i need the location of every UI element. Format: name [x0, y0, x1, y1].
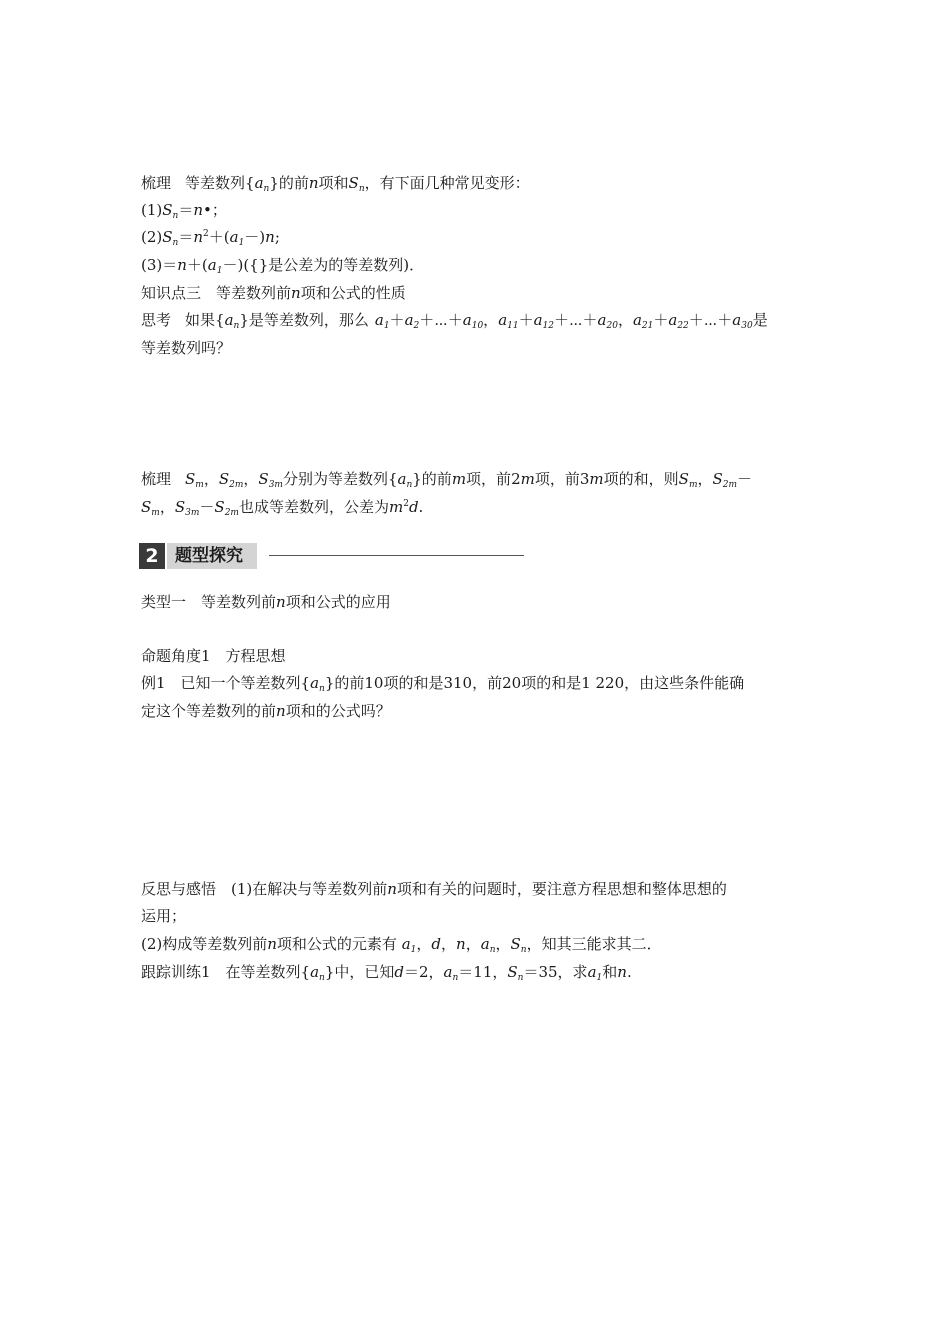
knowledge-point-3-heading: 知识点三 等差数列前n项和公式的性质	[141, 284, 406, 302]
formula-2: $(2)S_n=n^2+(a_1-)n$;	[141, 228, 280, 248]
formula-3: $(3)=n+(a_1-)(\{\}$是公差为的等差数列)．	[141, 256, 425, 276]
reflection-line-1: 反思与感悟 (1)在解决与等差数列前n项和有关的问题时，要注意方程思想和整体思想的	[141, 880, 727, 898]
formula-1: $(1)S_n=n•$；	[141, 201, 227, 221]
reflection-line-3: (2)构成等差数列前n项和公式的元素有 $a_1$，d，n，$a_n$，$S_n$，知其三能求其二．	[141, 935, 662, 955]
summary-2-line-1: 梳理 $S_m$，$S_{2m}$，$S_{3m}$分别为等差数列$\{a_n\}$的前m项，前2m项，前3m项的和，则$S_m$，$S_{2m}-$	[141, 470, 753, 490]
type-1-heading: 类型一 等差数列前n项和公式的应用	[141, 593, 391, 611]
summary-label: 梳理	[141, 174, 172, 192]
think-question-line-2: 等差数列吗？	[141, 339, 232, 357]
summary-2-line-2: $S_m$，$S_{3m}-S_{2m}$也成等差数列，公差为$m^2d$.	[141, 498, 424, 518]
example-1-line-1: 例1 已知一个等差数列$\{a_n\}$的前10项的和是310，前20项的和是1 220，由这些条件能确	[141, 674, 745, 694]
summary-1-line: 梳理 等差数列$\{a_n\}$的前n项和$S_n$，有下面几种常见变形：	[141, 174, 530, 194]
angle-1-heading: 命题角度1 方程思想	[141, 647, 286, 665]
example-1-line-2: 定这个等差数列的前n项和的公式吗？	[141, 702, 391, 720]
section-title: 题型探究	[167, 543, 257, 569]
think-question: 思考 如果$\{a_n\}$是等差数列，那么 $a_1+a_2+\cdots+a_{10}$，$a_{11}+a_{12}+\cdots+a_{20}$，$a_{21}+a_{22}+\cdots+a_{30}$是	[141, 311, 768, 331]
think-label: 思考	[141, 311, 172, 329]
summary-label: 梳理	[141, 470, 172, 488]
section-rule	[269, 555, 524, 556]
tracking-exercise-1: 跟踪训练1 在等差数列$\{a_n\}$中，已知d＝2，$a_n=11$，$S_n=35$，求$a_1$和n.	[141, 963, 632, 983]
reflection-line-2: 运用；	[141, 907, 187, 925]
section-header	[139, 543, 524, 569]
section-number: 2	[139, 543, 165, 569]
